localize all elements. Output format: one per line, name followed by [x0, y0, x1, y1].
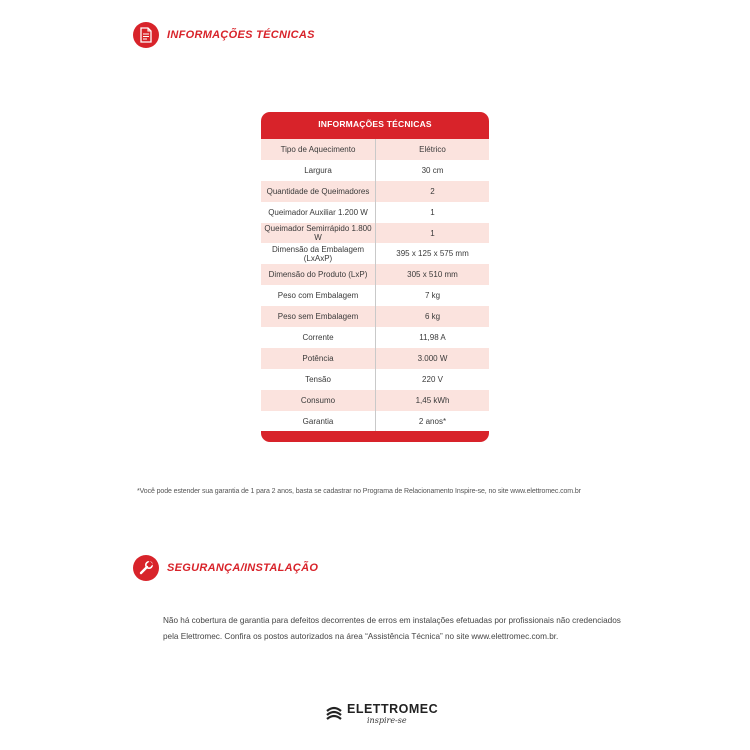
row-label: Quantidade de Queimadores	[261, 181, 376, 202]
row-label: Peso com Embalagem	[261, 285, 376, 306]
row-value: 2	[430, 186, 435, 196]
section-header-tech-info	[133, 22, 315, 48]
brand-tagline: inspire-se	[367, 716, 407, 725]
row-label: Tipo de Aquecimento	[261, 139, 376, 160]
table-row	[261, 243, 489, 264]
row-label: Dimensão do Produto (LxP)	[261, 264, 376, 285]
table-row	[261, 181, 489, 202]
row-value: 30 cm	[421, 165, 444, 175]
row-value: 395 x 125 x 575 mm	[396, 249, 469, 259]
section-title: SEGURANÇA/INSTALAÇÃO	[167, 562, 319, 574]
table-row	[261, 306, 489, 327]
wrench-icon	[133, 555, 159, 581]
row-value: 7 kg	[424, 291, 441, 301]
row-value: 11,98 A	[419, 332, 446, 342]
table-row	[261, 160, 489, 181]
row-value: 6 kg	[424, 312, 441, 322]
table-row	[261, 264, 489, 285]
table-row	[261, 202, 489, 223]
row-label: Garantia	[261, 411, 376, 432]
table-row	[261, 411, 489, 432]
elettromec-logo-icon	[325, 706, 343, 722]
table-row	[261, 285, 489, 306]
table-header: INFORMAÇÕES TÉCNICAS	[318, 119, 432, 129]
row-label: Peso sem Embalagem	[261, 306, 376, 327]
row-label: Consumo	[261, 390, 376, 411]
section-title: INFORMAÇÕES TÉCNICAS	[167, 29, 315, 41]
row-value: 2 anos*	[418, 416, 447, 426]
row-label: Potência	[261, 348, 376, 369]
tech-info-table	[261, 112, 489, 442]
table-row	[261, 223, 489, 244]
row-label: Tensão	[261, 369, 376, 390]
brand-name: ELETTROMEC	[347, 702, 439, 716]
row-value: 3.000 W	[417, 353, 448, 363]
table-body	[261, 139, 489, 431]
table-row	[261, 390, 489, 411]
table-row	[261, 369, 489, 390]
row-label: Corrente	[261, 327, 376, 348]
row-value: 1	[430, 228, 435, 238]
document-icon	[133, 22, 159, 48]
row-label: Dimensão da Embalagem (LxAxP)	[261, 243, 376, 264]
warranty-footnote: *Você pode estender sua garantia de 1 para 2 anos, basta se cadastrar no Programa de Relacionamento Inspire-se, no site www.elettromec.com.br	[137, 488, 581, 495]
section-header-safety	[133, 555, 318, 581]
row-label: Queimador Semirrápido 1.800 W	[261, 223, 376, 244]
row-value: 305 x 510 mm	[407, 270, 458, 280]
row-value: 1,45 kWh	[415, 395, 450, 405]
table-row	[261, 139, 489, 160]
table-row	[261, 348, 489, 369]
installation-notice: Não há cobertura de garantia para defeitos decorrentes de erros em instalações efetuadas por profissionais não credenciados pela Elettromec. Confira os postos autorizados na área “Assistência Técnica” no site www.elettromec.com.br.	[163, 616, 621, 641]
row-label: Largura	[261, 160, 376, 181]
row-value: 220 V	[422, 374, 443, 384]
brand-logo	[325, 703, 438, 725]
row-value: 1	[430, 207, 435, 217]
row-value: Elétrico	[419, 144, 446, 154]
row-label: Queimador Auxiliar 1.200 W	[261, 202, 376, 223]
table-row	[261, 327, 489, 348]
